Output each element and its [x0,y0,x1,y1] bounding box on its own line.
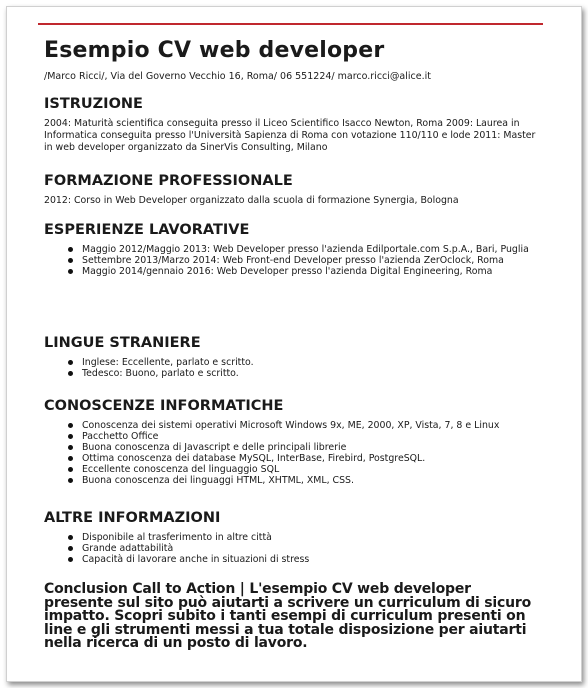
list-item: Buona conoscenza di Javascript e delle principali librerie [68,442,544,453]
section-heading: ESPERIENZE LAVORATIVE [44,222,250,238]
section-text: 2004: Maturità scientifica conseguita presso il Liceo Scientifico Isacco Newton, Roma 2009: Laurea in Informatica conseguita presso l'Università Sapienza di Roma con votazione 110/110 e lode 2011: Master in web developer organizzato da SinerVis Consulting, Milano [44,118,536,153]
language-list [68,357,544,379]
section-heading: ISTRUZIONE [44,96,143,112]
section-altre [44,510,544,565]
section-esperienze [44,222,544,277]
it-skills-list [68,420,544,486]
list-item: Conoscenza dei sistemi operativi Microsoft Windows 9x, ME, 2000, XP, Vista, 7, 8 e Linux [68,420,544,431]
closing-call-to-action: Conclusion Call to Action | L'esempio CV web developer presente sul sito può aiutarti a scrivere un curriculum di sicuro impatto. Scopri subito i tanti esempi di curriculum presenti on line e gli strumenti messi a tua totale disposizione per aiutarti nella ricerca di un posto di lavoro. [44,581,532,651]
section-formazione [44,173,544,207]
section-istruzione [44,96,544,154]
accent-divider [38,23,543,25]
list-item: Maggio 2014/gennaio 2016: Web Developer presso l'azienda Digital Engineering, Roma [68,266,544,277]
page-title: Esempio CV web developer [44,38,385,63]
list-item: Settembre 2013/Marzo 2014: Web Front-end Developer presso l'azienda ZerOclock, Roma [68,255,544,266]
section-heading: ALTRE INFORMAZIONI [44,510,221,526]
section-lingue [44,335,544,379]
section-heading: CONOSCENZE INFORMATICHE [44,398,284,414]
list-item: Grande adattabilità [68,543,544,554]
section-heading: LINGUE STRANIERE [44,335,201,351]
section-informatiche [44,398,544,486]
list-item: Tedesco: Buono, parlato e scritto. [68,368,544,379]
list-item: Ottima conoscenza dei database MySQL, InterBase, Firebird, PostgreSQL. [68,453,544,464]
list-item: Maggio 2012/Maggio 2013: Web Developer presso l'azienda Edilportale.com S.p.A., Bari, Puglia [68,244,544,255]
list-item: Capacità di lavorare anche in situazioni di stress [68,554,544,565]
section-text: 2012: Corso in Web Developer organizzato dalla scuola di formazione Synergia, Bologna [44,195,459,206]
section-heading: FORMAZIONE PROFESSIONALE [44,173,293,189]
other-info-list [68,532,544,565]
list-item: Buona conoscenza dei linguaggi HTML, XHTML, XML, CSS. [68,475,544,486]
experience-list [68,244,544,277]
contact-line: /Marco Ricci/, Via del Governo Vecchio 16, Roma/ 06 551224/ marco.ricci@alice.it [44,71,431,82]
list-item: Inglese: Eccellente, parlato e scritto. [68,357,544,368]
list-item: Eccellente conoscenza del linguaggio SQL [68,464,544,475]
list-item: Pacchetto Office [68,431,544,442]
list-item: Disponibile al trasferimento in altre città [68,532,544,543]
